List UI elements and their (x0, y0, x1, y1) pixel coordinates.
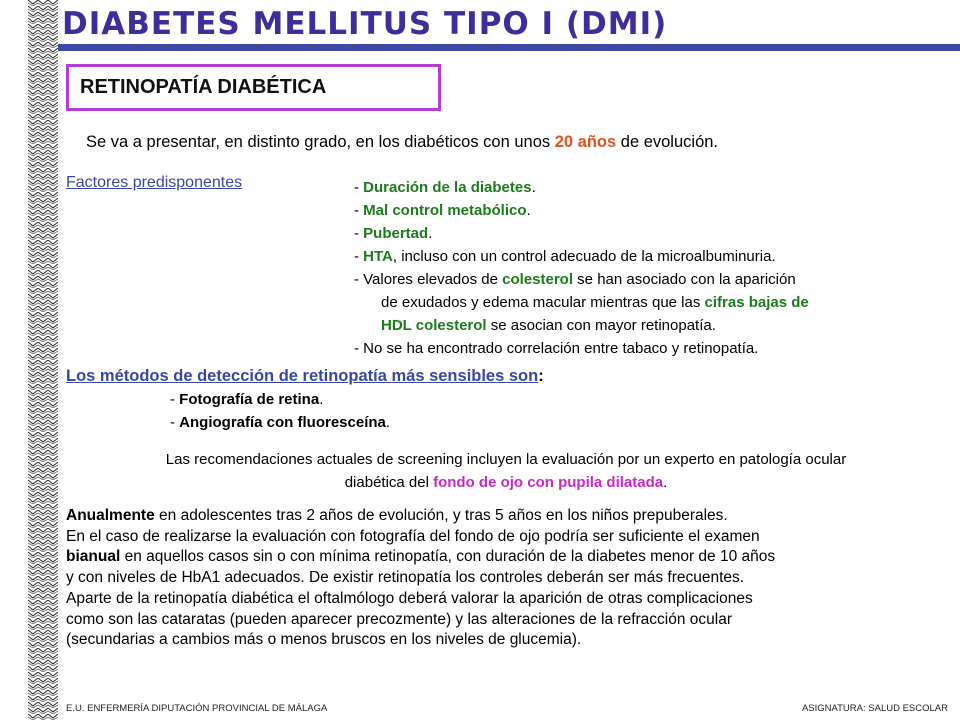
page-title: DIABETES MELLITUS TIPO I (DMI) (62, 6, 668, 42)
list-item-continuation: HDL colesterol se asocian con mayor retinopatía. (381, 317, 716, 334)
recommendation-line-1: Las recomendaciones actuales de screening incluyen la evaluación por un experto en patología ocular (165, 451, 847, 468)
methods-heading: Los métodos de detección de retinopatía más sensibles son: (66, 367, 544, 385)
list-item: - Duración de la diabetes. (354, 179, 536, 196)
list-item: - Fotografía de retina. (170, 391, 324, 408)
intro-highlight: 20 años (554, 133, 617, 151)
text-line: (secundarias a cambios más o menos bruscos en los niveles de glucemia). (66, 631, 582, 649)
recommendation-line-2: diabética del fondo de ojo con pupila dilatada. (344, 474, 668, 491)
factors-heading: Factores predisponentes (66, 174, 243, 191)
factors-list (354, 176, 809, 360)
list-item: - No se ha encontrado correlación entre tabaco y retinopatía. (354, 340, 759, 357)
text-line: como son las cataratas (pueden aparecer precozmente) y las alteraciones de la refracción ocular (66, 610, 732, 628)
list-item: - Pubertad. (354, 225, 433, 242)
section-title-box: RETINOPATÍA DIABÉTICA (66, 64, 441, 111)
screening-frequency-paragraph (66, 506, 956, 651)
text-line: Aparte de la retinopatía diabética el oftalmólogo deberá valorar la aparición de otras complicaciones (66, 589, 753, 607)
list-item: - Mal control metabólico. (354, 202, 531, 219)
recommendation-paragraph (66, 448, 946, 494)
footer-subject: ASIGNATURA: SALUD ESCOLAR (801, 703, 948, 714)
methods-list (170, 388, 390, 434)
list-item: - Valores elevados de colesterol se han asociado con la aparición (354, 271, 796, 288)
intro-text: Se va a presentar, en distinto grado, en los diabéticos con unos (86, 133, 555, 151)
title-divider (58, 44, 960, 51)
list-item: - Angiografía con fluoresceína. (170, 414, 391, 431)
list-item-continuation: de exudados y edema macular mientras que las cifras bajas de (381, 294, 809, 311)
text-line: y con niveles de HbA1 adecuados. De existir retinopatía los controles deberán ser más frecuentes. (66, 569, 745, 587)
decorative-zigzag-border (28, 0, 58, 720)
footer-institution: E.U. ENFERMERÍA DIPUTACIÓN PROVINCIAL DE MÁLAGA (66, 703, 328, 714)
list-item: - HTA, incluso con un control adecuado de la microalbuminuria. (354, 248, 776, 265)
intro-paragraph (86, 133, 718, 152)
intro-text-end: de evolución. (616, 133, 719, 151)
text-line: bianual en aquellos casos sin o con mínima retinopatía, con duración de la diabetes menor de 10 años (66, 548, 776, 566)
text-line: Anualmente en adolescentes tras 2 años de evolución, y tras 5 años en los niños prepuberales. (66, 507, 728, 524)
text-line: En el caso de realizarse la evaluación con fotografía del fondo de ojo podría ser suficiente el examen (66, 527, 760, 545)
